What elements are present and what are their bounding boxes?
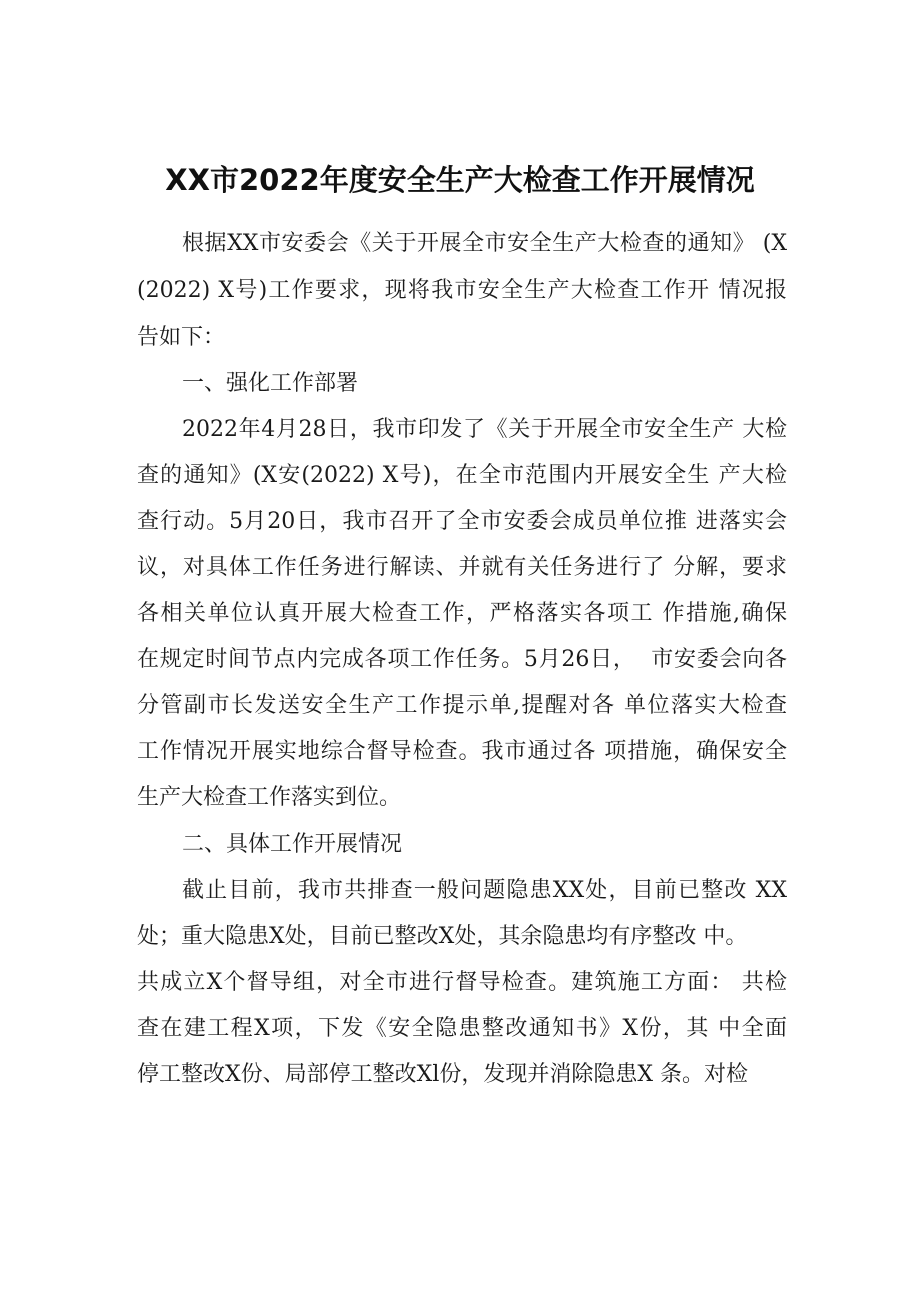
paragraph-line: 查行动。5月20日，我市召开了全市安委会成员单位推 进落实会 [137, 509, 787, 534]
paragraph-line: 2022年4月28日，我市印发了《关于开展全市安全生产 大检 [182, 417, 787, 442]
paragraph-line: 在规定时间节点内完成各项工作任务。5月26日， 市安委会向各 [137, 647, 787, 672]
paragraph-line: 查在建工程X项，下发《安全隐患整改通知书》X份，其 中全面 [137, 1016, 787, 1041]
paragraph-line: 共成立X个督导组，对全市进行督导检查。建筑施工方面： 共检 [137, 970, 787, 995]
paragraph-line: 生产大检查工作落实到位。 [137, 785, 402, 810]
paragraph-line: 分管副市长发送安全生产工作提示单,提醒对各 单位落实大检查 [137, 693, 787, 718]
document-title: XX市2022年度安全生产大检查工作开展情况 [165, 163, 755, 197]
paragraph-line: 告如下： [137, 325, 226, 350]
paragraph-line: 查的通知》(X安(2022) X号)，在全市范围内开展安全生 产大检 [137, 463, 787, 488]
paragraph-line: 截止目前，我市共排查一般问题隐患XX处，目前已整改 XX [182, 878, 787, 903]
paragraph-line: (2022) X号)工作要求，现将我市安全生产大检查工作开 情况报 [137, 278, 787, 303]
paragraph-line: 停工整改X份、局部停工整改Xl份，发现并消除隐患X 条。对检 [137, 1062, 749, 1087]
paragraph-line: 根据XX市安委会《关于开展全市安全生产大检查的通知》 (X [182, 231, 787, 256]
section-heading: 一、强化工作部署 [182, 371, 359, 396]
section-heading: 二、具体工作开展情况 [182, 832, 403, 857]
paragraph-line: 议，对具体工作任务进行解读、并就有关任务进行了 分解，要求 [137, 555, 787, 580]
paragraph-line: 工作情况开展实地综合督导检查。我市通过各 项措施，确保安全 [137, 739, 787, 764]
paragraph-line: 处；重大隐患X处，目前已整改X处，其余隐患均有序整改 中。 [137, 924, 748, 949]
paragraph-line: 各相关单位认真开展大检查工作，严格落实各项工 作措施,确保 [137, 601, 787, 626]
